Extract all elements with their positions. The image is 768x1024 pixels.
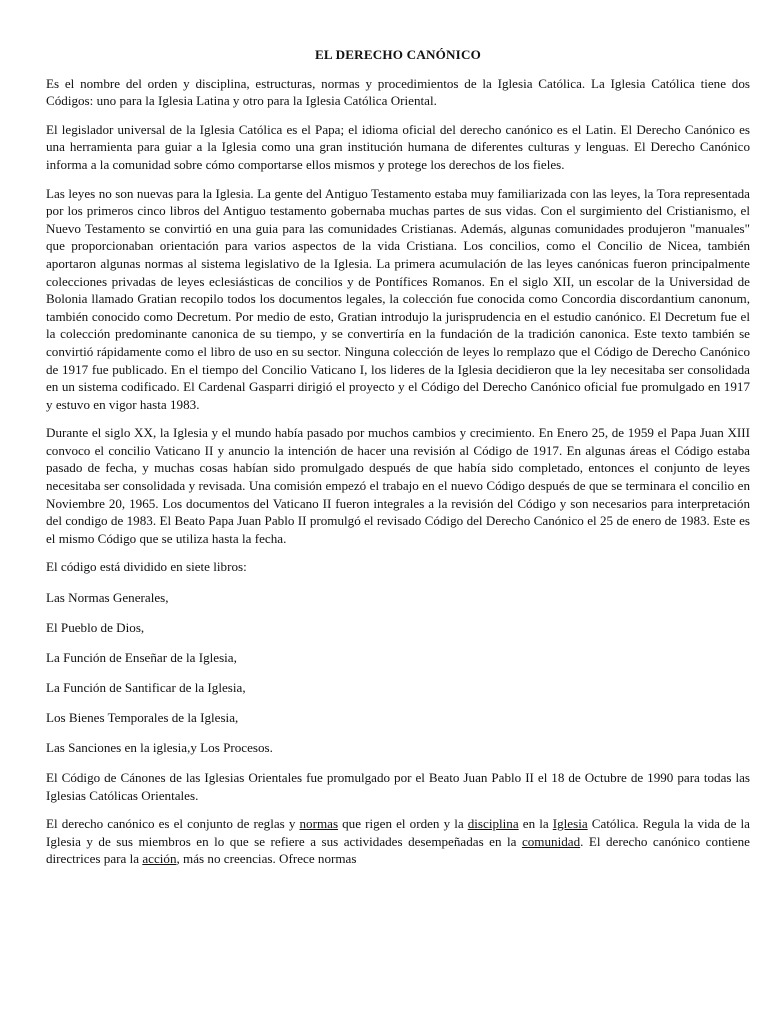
book-item-6: Las Sanciones en la iglesia,y Los Procesos. [46,740,273,755]
paragraph-orientales: El Código de Cánones de las Iglesias Orientales fue promulgado por el Beato Juan Pablo II el 18 de Octubre de 1990 para todas las Iglesias Católicas Orientales. [46,770,750,803]
paragraph-siglo-xx: Durante el siglo XX, la Iglesia y el mundo había pasado por muchos cambios y crecimiento. En Enero 25, de 1959 el Papa Juan XIII convoco el concilio Vaticano II y anuncio la intención de hacer una revisión al Código de 1917. En algunas áreas el Código estaba pasado de fecha, y muchas cosas habían sido promulgado después de que había sido completado, entonces el conjunto de leyes necesitaba ser consolidada y revisada. Una comisión empezó el trabajo en el nuevo Código después de que se terminara el concilio en Noviembre 20, 1965. Los documentos del Vaticano II fueron integrales a la revisión del Código y son necesarios para interpretación del condigo de 1983. El Beato Papa Juan Pablo II promulgó el revisado Código del Derecho Canónico el 25 de enero de 1983. Este es el mismo Código que se utiliza hasta la fecha. [46,425,750,546]
paragraph-legislador: El legislador universal de la Iglesia Católica es el Papa; el idioma oficial del derecho canónico es el Latin. El Derecho Canónico es una herramienta para guiar a la Iglesia como una gran institución humana de diferentes culturas y lenguas. El Derecho Canónico informa a la comunidad sobre cómo comportarse ellos mismos y protege los derechos de los fieles. [46,121,750,172]
link-iglesia[interactable]: Iglesia [552,816,588,832]
text-segment: en la [518,816,553,832]
text-segment: El derecho canónico es el conjunto de reglas y [46,816,300,832]
text-segment: . El derecho canónico contiene directrices para la [46,833,750,867]
document-title: EL DERECHO CANÓNICO [314,47,482,62]
link-accion[interactable]: acción [142,851,177,867]
book-item-2: El Pueblo de Dios, [46,619,145,635]
paragraph-definicion [46,815,750,868]
book-item-1: Las Normas Generales, [46,589,169,605]
book-item-3: La Función de Enseñar de la Iglesia, [46,649,237,665]
paragraph-intro: Es el nombre del orden y disciplina, estructuras, normas y procedimientos de la Iglesia Católica. La Iglesia Católica tiene dos Códigos: uno para la Iglesia Latina y otro para la Iglesia Católica Oriental. [46,75,750,109]
books-list-intro: El código está dividido en siete libros: [46,559,247,575]
book-item-5: Los Bienes Temporales de la Iglesia, [46,709,239,725]
link-disciplina[interactable]: disciplina [467,816,519,832]
book-item-4: La Función de Santificar de la Iglesia, [46,679,246,695]
paragraph-historia: Las leyes no son nuevas para la Iglesia. La gente del Antiguo Testamento estaba muy familiarizada con las leyes, la Tora representada por los primeros cinco libros del Antiguo testamento gobernaba muchas partes de sus vidas. Con el surgimiento del Cristianismo, el Nuevo Testamento se convirtió en una guia para las comunidades Cristianas. Además, algunas comunidades produjeron "manuales" que proporcionaban orientación para varios aspectos de la vida Cristiana. Los concilios, como el Concilio de Nicea, también aportaron algunas normas al sistema legislativo de la Iglesia. La primera acumulación de las leyes canónicas fueron principalmente colecciones privadas de leyes eclesiásticas de concilios y de Pontífices Romanos. En el siglo XII, un escolar de la Universidad de Bolonia llamado Gratian recopilo todos los documentos legales, la colección fue conocida como Concordia discordantium canonum, también conocido como Decretum. Por medio de esto, Gratian introdujo la jurisprudencia en el estudio canónico. El Decretum fue el la colección predominante canonica de su tiempo, y se convertiría en la fundación de la tradición canonica. Este texto también se convirtió rápidamente como el libro de uso en su sector. Ninguna colección de leyes lo remplazo que el Código de Derecho Canónico de 1917 fue publicado. En el tiempo del Concilio Vaticano I, los lideres de la Iglesia decidieron que la ley necesitaba ser consolidada en un sistema codificado. El Cardenal Gasparri dirigió el proyecto y el Código del Derecho Canónico oficial fue promulgado en 1917 y estuvo en vigor hasta 1983. [46,185,750,412]
text-segment: Católica. Regula la vida de la Iglesia y de sus miembros en lo que se refiere a sus actividades desempeñadas en la [46,816,750,849]
link-normas[interactable]: normas [299,816,339,832]
text-segment: que rigen el orden y la [338,816,468,832]
text-segment: , más no creencias. Ofrece normas [176,851,357,867]
link-comunidad[interactable]: comunidad [521,833,581,849]
